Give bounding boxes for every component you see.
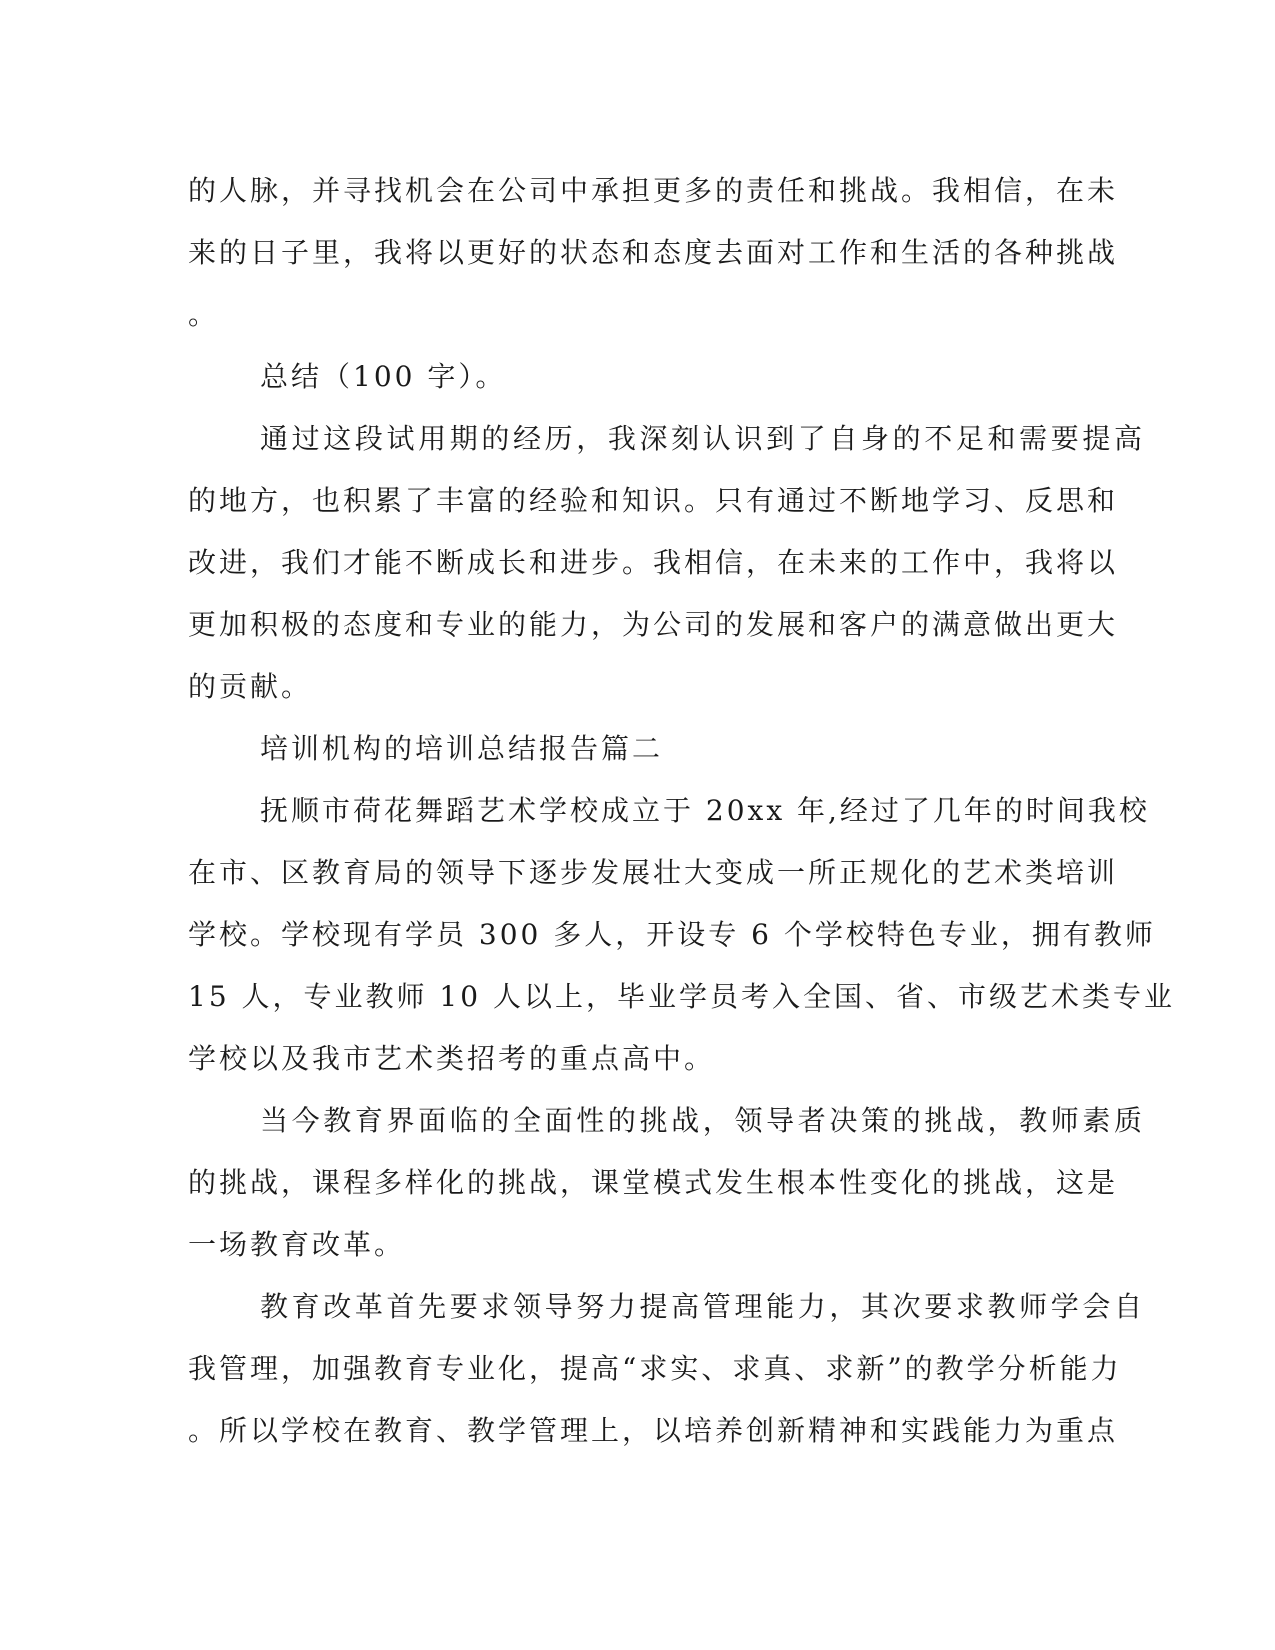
document-body (188, 160, 1175, 1462)
text-line: 通过这段试用期的经历，我深刻认识到了自身的不足和需要提高 (260, 422, 1145, 455)
text-line: 教育改革首先要求领导努力提高管理能力，其次要求教师学会自 (260, 1290, 1145, 1323)
text-line: 来的日子里，我将以更好的状态和态度去面对工作和生活的各种挑战 (188, 236, 1119, 269)
text-line: 的挑战，课程多样化的挑战，课堂模式发生根本性变化的挑战，这是 (188, 1166, 1119, 1199)
text-line: 我管理，加强教育专业化，提高“求实、求真、求新”的教学分析能力 (188, 1352, 1122, 1385)
section-heading: 培训机构的培训总结报告篇二 (260, 732, 664, 765)
text-line: 的贡献。 (188, 670, 313, 703)
text-line: 学校。学校现有学员 300 多人，开设专 6 个学校特色专业，拥有教师 (188, 918, 1156, 951)
text-line: 的人脉，并寻找机会在公司中承担更多的责任和挑战。我相信，在未 (188, 174, 1119, 207)
text-line: 。所以学校在教育、教学管理上，以培养创新精神和实践能力为重点 (188, 1414, 1119, 1447)
text-line: 的地方，也积累了丰富的经验和知识。只有通过不断地学习、反思和 (188, 484, 1119, 517)
text-line: 抚顺市荷花舞蹈艺术学校成立于 20xx 年,经过了几年的时间我校 (260, 794, 1150, 827)
text-line: 更加积极的态度和专业的能力，为公司的发展和客户的满意做出更大 (188, 608, 1119, 641)
section-heading: 总结（100 字）。 (260, 360, 507, 393)
text-line: 当今教育界面临的全面性的挑战，领导者决策的挑战，教师素质 (260, 1104, 1145, 1137)
text-line: 。 (188, 298, 220, 331)
text-line: 一场教育改革。 (188, 1228, 406, 1261)
text-line: 改进，我们才能不断成长和进步。我相信，在未来的工作中，我将以 (188, 546, 1119, 579)
text-line: 在市、区教育局的领导下逐步发展壮大变成一所正规化的艺术类培训 (188, 856, 1119, 889)
text-line: 学校以及我市艺术类招考的重点高中。 (188, 1042, 716, 1075)
text-line: 15 人，专业教师 10 人以上，毕业学员考入全国、省、市级艺术类专业 (188, 980, 1175, 1013)
